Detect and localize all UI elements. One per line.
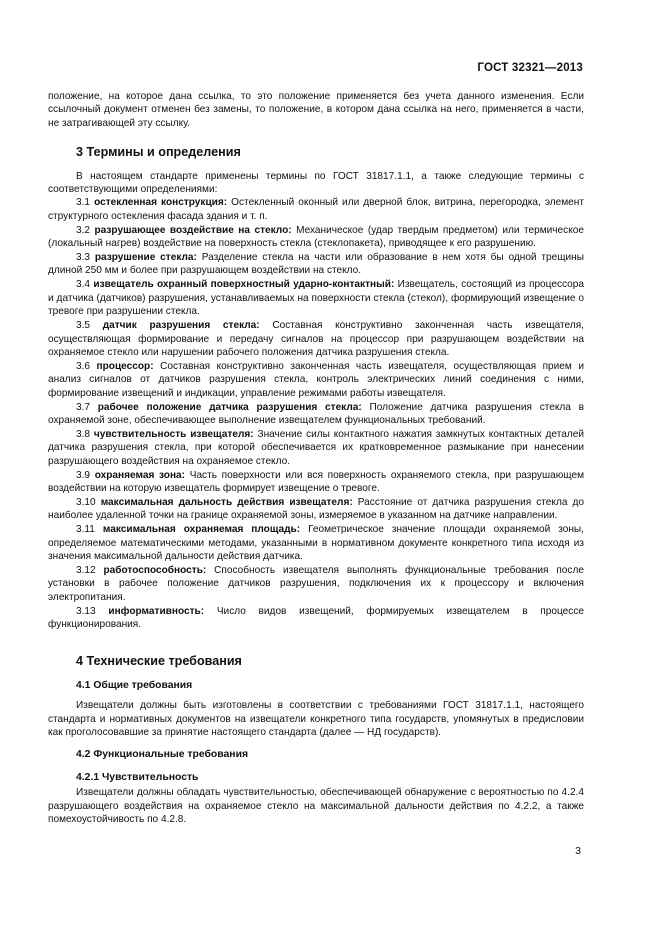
document-code: ГОСТ 32321—2013 [477, 62, 583, 74]
definition-text: Составная конструктивно законченная часть извещателя, осуществляющая формирование и передачу сигналов на процессор при разрушающем воздействии на охраняемое стекло или нарушении рабочего положения датчика разрушения стекла. [48, 320, 584, 358]
definition-text: Значение силы контактного нажатия замкнутых контактных деталей датчика разрушения стекла, при которой обеспечивается их кратковременное размыкание при нанесении разрушающего воздействия на охраняемое стекло. [48, 428, 584, 467]
definition-item [48, 251, 584, 278]
definition-item [48, 196, 584, 223]
page-number: 3 [575, 845, 581, 857]
definition-term: максимальная охраняемая площадь: [102, 524, 301, 536]
definition-number: 3.6 [76, 360, 91, 372]
definition-term: охраняемая зона: [94, 469, 186, 481]
definition-item [48, 224, 584, 251]
definition-number: 3.3 [76, 252, 91, 264]
definition-text: Механическое (удар твердым предметом) или термическое (локальный нагрев) воздействие на поверхность стекла (стеклопакета), приводящее к его разрушению. [48, 224, 584, 250]
definitions-list [48, 196, 584, 631]
definition-number: 3.1 [76, 197, 91, 209]
definition-text: Положение датчика разрушения стекла в охраняемой зоне, обеспечивающее выполнение извещателем функциональных требований. [48, 401, 584, 426]
definition-term: чувствительность извещателя: [93, 428, 254, 440]
page-content [48, 90, 584, 827]
definition-number: 3.10 [76, 496, 96, 508]
definition-number: 3.2 [76, 224, 91, 236]
definition-item [48, 278, 584, 318]
definition-term: разрушение стекла: [94, 252, 197, 264]
definition-item [48, 605, 584, 632]
definition-text: Часть поверхности или вся поверхность охраняемого стекла, при разрушающем воздействии на которую извещатель формирует извещение о тревоге. [48, 469, 585, 494]
definition-item [48, 401, 584, 428]
subsection-4-1-text: Извещатели должны быть изготовлены в соответствии с требованиями ГОСТ 31817.1.1, настоящего стандарта и нормативных документов на извещатели конкретного типа государств, упомянутых в предисловии как проголосовавшие за принятие настоящего стандарта (далее — НД государств). [48, 700, 584, 739]
subsection-4-1-title: 4.1 Общие требования [76, 679, 193, 691]
definition-number: 3.13 [76, 605, 96, 617]
definition-term: извещатель охранный поверхностный ударно-контактный: [93, 279, 395, 291]
definition-term: рабочее положение датчика разрушения стекла: [97, 401, 362, 413]
definition-item [48, 469, 584, 496]
definition-number: 3.5 [76, 320, 91, 332]
subsection-4-2-1-title: 4.2.1 Чувствительность [76, 771, 199, 783]
definition-text: Геометрическое значение площади охраняемой зоны, определяемое математическими методами, указанными в нормативном документе конкретного типа исходя из значения максимальной дальности действия датчика. [48, 524, 584, 562]
definition-item [48, 496, 584, 523]
definition-item [48, 523, 584, 563]
intro-paragraph: положение, на которое дана ссылка, то это положение применяется без учета данного изменения. Если ссылочный документ отменен без замены, то положение, в котором дана ссылка на него, применяется в части, не затрагивающей эту ссылку. [48, 91, 584, 129]
definition-item [48, 564, 584, 604]
definition-term: процессор: [96, 360, 154, 372]
definition-number: 3.4 [76, 279, 91, 291]
definition-term: работоспособность: [103, 564, 207, 576]
section-4-title: 4 Технические требования [76, 654, 242, 669]
definition-text: Составная конструктивно законченная часть извещателя, осуществляющая прием и анализ сигналов от датчиков разрушения стекла, контроль электрических линий соединения с ними, формирование извещений и индикации, управление режимами работы извещателя. [48, 360, 584, 399]
definition-term: информативность: [108, 605, 205, 617]
subsection-4-2-title: 4.2 Функциональные требования [76, 749, 249, 761]
definition-item [48, 319, 584, 359]
definition-text: Способность извещателя выполнять функциональные требования после установки в рабочее положение датчиков разрушения, подключения их к процессору и включения электропитания. [48, 564, 584, 603]
definition-term: максимальная дальность действия извещателя: [100, 496, 353, 508]
definition-number: 3.11 [76, 524, 95, 536]
definition-text: Извещатель, состоящий из процессора и датчика (датчиков) разрушения, устанавливаемых на поверхности стекла (стекол), формирующий извещение о тревоге при разрушении стекла. [48, 279, 585, 318]
definition-number: 3.12 [76, 564, 96, 576]
definition-item [48, 428, 584, 468]
section-3-lead: В настоящем стандарте применены термины по ГОСТ 31817.1.1, а также следующие термины с соответствующими определениями: [48, 170, 584, 196]
definition-number: 3.8 [76, 428, 91, 440]
definition-term: датчик разрушения стекла: [102, 320, 260, 332]
definition-text: Разделение стекла на части или образование в нем хотя бы одной трещины длиной 250 мм и более при разрушающем воздействии на стекло. [48, 252, 584, 277]
definition-number: 3.9 [76, 469, 91, 481]
definition-term: разрушающее воздействие на стекло: [94, 224, 292, 236]
definition-text: Расстояние от датчика разрушения стекла до наиболее удаленной точки на границе охраняемой зоны, измеряемое в указанном на датчике направлении. [48, 496, 585, 522]
subsection-4-2-1-text: Извещатели должны обладать чувствительностью, обеспечивающей обнаружение с вероятностью по 4.2.4 разрушающего воздействия на охраняемое стекло на максимальной дальности действия по 4.2.2, а также помехоустойчивость по 4.2.8. [48, 787, 584, 826]
definition-term: остекленная конструкция: [94, 197, 228, 209]
definition-text: Число видов извещений, формируемых извещателем в процессе функционирования. [48, 605, 584, 631]
definition-item [48, 360, 584, 400]
definition-number: 3.7 [76, 401, 91, 413]
definition-text: Остекленный оконный или дверной блок, витрина, перегородка, элемент структурного остекления фасада здания и т. п. [48, 197, 584, 222]
section-3-title: 3 Термины и определения [76, 145, 241, 160]
